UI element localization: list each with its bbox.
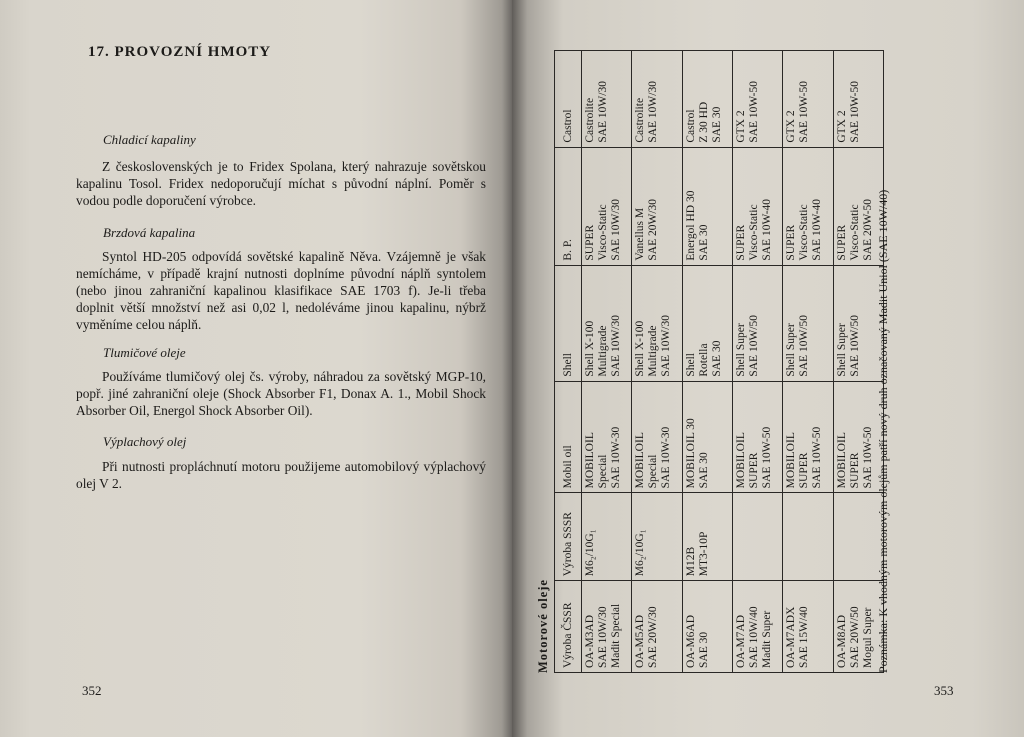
cell-line: SAE 20W/50 — [848, 606, 861, 668]
table-cell — [632, 493, 682, 581]
cell-line: SAE 10W-40 — [811, 198, 824, 261]
motor-oils-table-block — [532, 50, 890, 673]
cell-line: Rotella — [697, 343, 710, 377]
cell-line: SAE 10W/50 — [747, 315, 760, 377]
cell-line: Visco-Static — [848, 204, 861, 261]
cell-line: SAE 10W-30 — [610, 426, 622, 489]
table-cell — [732, 147, 782, 265]
cell-line: OA-M6AD — [684, 614, 697, 668]
cell-line: GTX 2 — [835, 110, 848, 143]
table-header-row — [555, 51, 582, 673]
table-row — [783, 51, 833, 673]
cell-line: SAE 20W/30 — [647, 606, 660, 668]
cell-line: Shell X-100 — [634, 320, 647, 377]
page-number-right: 353 — [934, 683, 954, 698]
cell-line: GTX 2 — [785, 110, 798, 143]
cell-line: Visco-Static — [747, 204, 760, 261]
cell-line: MT3-10P — [697, 531, 710, 577]
cell-line: Madit Special — [610, 603, 622, 668]
table-note: Poznámka: K vhodným motorovým olejům patří nový druh označovaný Madit Uniol (SAE 10W/40) — [876, 189, 890, 673]
cell-line: SUPER — [798, 452, 811, 489]
cell-line: SAE 10W/50 — [798, 315, 811, 377]
cell-line: M6₂/10G₁ — [634, 529, 647, 577]
table-title: Motorové oleje — [536, 579, 550, 673]
cell-line: OA-M7AD — [734, 614, 747, 668]
cell-line: Special — [647, 454, 660, 489]
paragraph-vyplachovy: Při nutnosti propláchnutí motoru použijeme automobilový výplachový olej V 2. — [76, 459, 486, 491]
cell-line: SAE 30 — [697, 224, 710, 261]
cell-line: OA-M8AD — [835, 614, 848, 668]
cell-line: Madit Super — [760, 610, 773, 668]
page-number-left: 352 — [82, 683, 102, 698]
cell-line: Castrolite — [584, 97, 596, 143]
table-cell — [682, 381, 732, 493]
cell-line: Visco-Static — [798, 204, 811, 261]
header-cell: Výroba ČSSR — [555, 581, 582, 673]
table-cell — [783, 265, 833, 381]
table-cell — [632, 265, 682, 381]
cell-line: SAE 30 — [710, 106, 723, 143]
header-cell: Mobil oil — [555, 381, 582, 493]
table-cell — [783, 493, 833, 581]
cell-line: SAE 10W/40 — [747, 606, 760, 668]
cell-line: SAE 10W-40 — [760, 198, 773, 261]
cell-line: Shell — [684, 353, 697, 377]
section-title-tlumicove: Tlumičové oleje — [103, 345, 186, 360]
table-cell — [783, 381, 833, 493]
chapter-title: 17. PROVOZNÍ HMOTY — [88, 44, 272, 60]
cell-line: Castrol — [684, 109, 697, 143]
table-cell — [632, 147, 682, 265]
cell-line: M12B — [684, 546, 697, 577]
paragraph-chladici: Z československých je to Fridex Spolana, který nahrazuje sovětskou kapalinu Tosol. Fridex nedoporučují míchat s původní náplní. Poměr s vodou podle doporučení výrobce. — [76, 159, 486, 208]
cell-line: MOBILOIL — [785, 432, 798, 489]
table-cell — [632, 51, 682, 148]
cell-line: SUPER — [835, 224, 848, 261]
cell-line: MOBILOIL 30 — [684, 418, 697, 489]
table-row — [732, 51, 782, 673]
table-cell — [632, 581, 682, 673]
paragraph-brzdova: Syntol HD-205 odpovídá sovětské kapalině Něva. Vzájemně je však nemícháme, v případě krajní nutnosti doplníme původní náplň syntolem (nebo jinou zahraniční kapalinou klasifikace SAE 1703 f). Je-li třeba doplnit větší množství než asi 0,02 l, nedoléváme jinou kapalinu, nýbrž vyměníme celou náplň. — [76, 249, 486, 332]
table-cell — [732, 265, 782, 381]
table-cell — [732, 581, 782, 673]
cell-line: Shell Super — [734, 323, 747, 377]
cell-line: SAE 10W/30 — [610, 198, 622, 261]
table-cell — [732, 493, 782, 581]
cell-line: SAE 10W/30 — [660, 315, 673, 377]
cell-line: SAE 30 — [697, 452, 710, 489]
cell-line: Energol HD 30 — [684, 190, 697, 261]
cell-line: SAE 30 — [697, 631, 710, 668]
cell-line: SAE 30 — [710, 340, 723, 377]
cell-line: OA-M7ADX — [785, 606, 798, 668]
cell-line: SAE 10W/50 — [848, 315, 861, 377]
table-cell — [582, 493, 632, 581]
cell-line: Shell X-100 — [584, 320, 596, 377]
cell-line: SUPER — [584, 224, 596, 261]
table-cell — [582, 581, 632, 673]
cell-line: SAE 10W-50 — [848, 81, 861, 143]
cell-line: SAE 20W-50 — [861, 198, 874, 261]
table-cell — [732, 381, 782, 493]
cell-line: SAE 10W-50 — [811, 426, 824, 489]
cell-line: SAE 10W/30 — [647, 81, 660, 143]
cell-line: SAE 15W/40 — [798, 606, 811, 668]
cell-line: SAE 10W/30 — [597, 81, 609, 143]
cell-line: SAE 10W-50 — [798, 81, 811, 143]
table-cell — [582, 381, 632, 493]
table-cell — [632, 381, 682, 493]
cell-line: Shell Super — [785, 323, 798, 377]
section-title-chladici: Chladicí kapaliny — [103, 132, 196, 147]
table-cell — [783, 51, 833, 148]
section-title-brzdova: Brzdová kapalina — [103, 225, 196, 240]
cell-line: MOBILOIL — [634, 432, 647, 489]
paragraph-tlumicove: Používáme tlumičový olej čs. výroby, náhradou za sovětský MGP-10, popř. jiné zahraniční oleje (Shock Absorber F1, Donax A. 1., Mobil Shock Absorber Oil, Energol Shock Absorber Oil). — [76, 369, 486, 418]
cell-line: Castrolite — [634, 97, 647, 143]
cell-line: MOBILOIL — [734, 432, 747, 489]
cell-line: SAE 10W-50 — [760, 426, 773, 489]
cell-line: SAE 10W-50 — [747, 81, 760, 143]
header-cell: B. P. — [555, 147, 582, 265]
table-cell — [783, 581, 833, 673]
cell-line: SUPER — [785, 224, 798, 261]
table-cell — [682, 493, 732, 581]
cell-line: SAE 10W/30 — [610, 315, 622, 377]
header-cell: Castrol — [555, 51, 582, 148]
cell-line: Z 30 HD — [697, 101, 710, 143]
table-cell — [732, 51, 782, 148]
cell-line: Multigrade — [647, 325, 660, 377]
cell-line: Mogul Super — [861, 607, 874, 668]
cell-line: Visco-Static — [597, 204, 609, 261]
cell-line: OA-M3AD — [584, 614, 596, 668]
cell-line: Shell Super — [835, 323, 848, 377]
table-row — [582, 51, 632, 673]
header-cell: Shell — [555, 265, 582, 381]
cell-line: SUPER — [848, 452, 861, 489]
table-cell — [582, 51, 632, 148]
cell-line: SUPER — [734, 224, 747, 261]
table-cell — [682, 581, 732, 673]
table-row — [682, 51, 732, 673]
cell-line: Special — [597, 454, 609, 489]
cell-line: MOBILOIL — [584, 432, 596, 489]
table-body — [582, 51, 884, 673]
table-cell — [682, 147, 732, 265]
cell-line: OA-M5AD — [634, 614, 647, 668]
cell-line: MOBILOIL — [835, 432, 848, 489]
table-cell — [682, 265, 732, 381]
table-row — [632, 51, 682, 673]
cell-line: GTX 2 — [734, 110, 747, 143]
section-title-vyplachovy: Výplachový olej — [103, 434, 187, 449]
motor-oils-table — [554, 50, 884, 673]
cell-line: Multigrade — [597, 325, 609, 377]
table-cell — [582, 265, 632, 381]
table-cell — [783, 147, 833, 265]
cell-line: Vanellus M — [634, 207, 647, 261]
table-cell — [682, 51, 732, 148]
cell-line: SAE 10W-50 — [861, 426, 874, 489]
cell-line: SAE 10W/30 — [597, 606, 609, 668]
table-cell — [582, 147, 632, 265]
cell-line: SUPER — [747, 452, 760, 489]
cell-line: SAE 20W/30 — [647, 198, 660, 261]
cell-line: M6₂/10G₁ — [584, 529, 596, 577]
header-cell: Výroba SSSR — [555, 493, 582, 581]
cell-line: SAE 10W-30 — [660, 426, 673, 489]
